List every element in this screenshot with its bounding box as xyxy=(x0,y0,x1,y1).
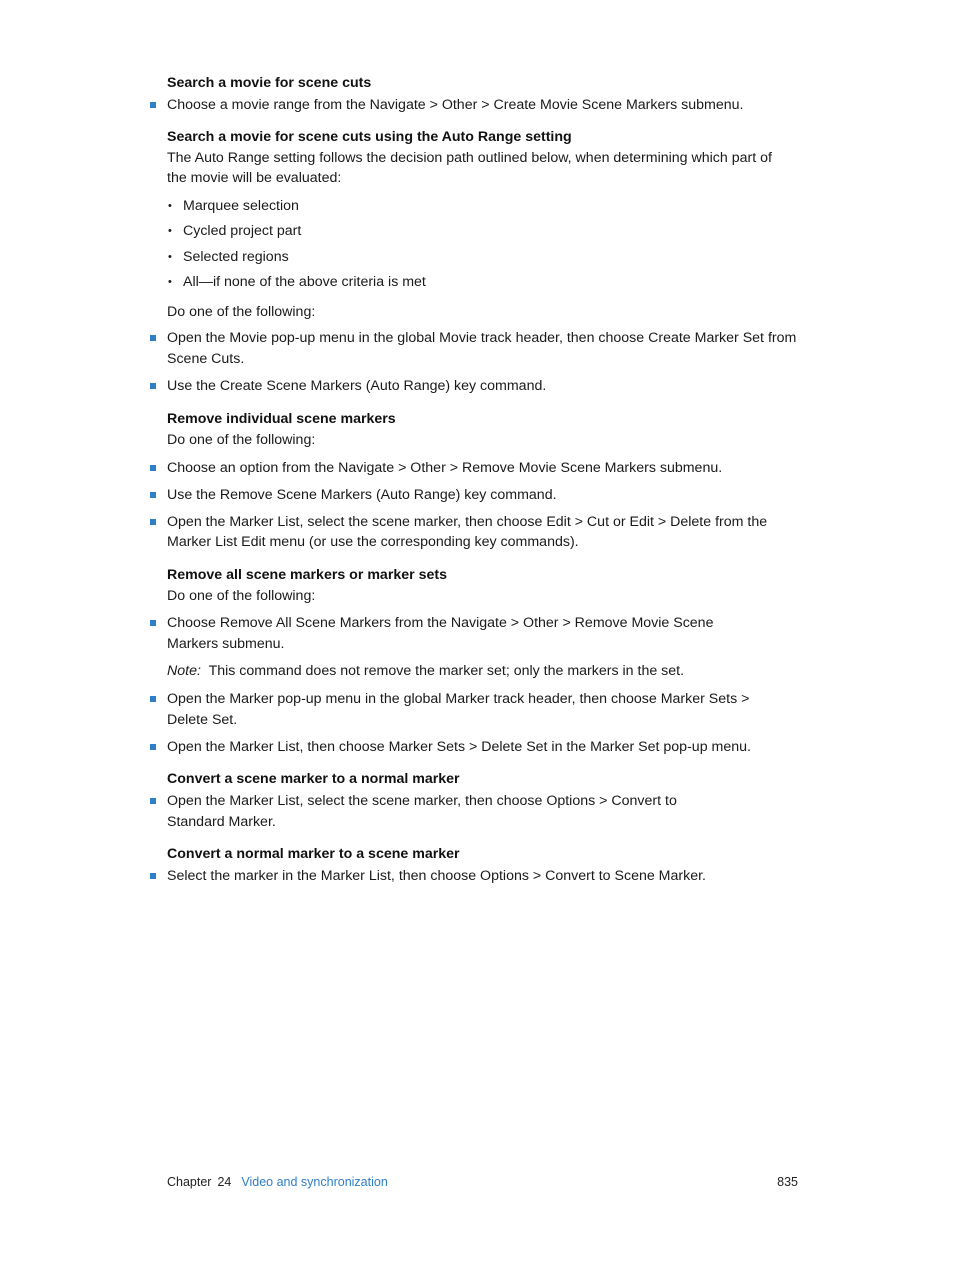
section-lead: Do one of the following: xyxy=(167,303,316,320)
section-heading: Remove all scene markers or marker sets xyxy=(167,566,447,583)
bullet-item: Open the Marker List, select the scene marker, then choose Edit > Cut or Edit > Delete from the Marker List Edit menu (or use the corresponding key commands). xyxy=(167,512,797,553)
section-lead: Do one of the following: xyxy=(167,587,316,604)
section-convert-to-normal xyxy=(167,769,797,832)
bullet-item: Open the Marker List, select the scene marker, then choose Options > Convert to Standard Marker. xyxy=(167,791,707,832)
section-remove-all xyxy=(167,565,797,758)
section-heading: Search a movie for scene cuts xyxy=(167,75,372,91)
bullet-list xyxy=(167,95,797,116)
bullet-item: Use the Remove Scene Markers (Auto Range) key command. xyxy=(167,485,797,506)
bullet-list xyxy=(167,458,797,553)
bullet-list xyxy=(167,689,797,757)
page-number: 835 xyxy=(777,1175,798,1189)
section-search-scene-cuts xyxy=(167,73,797,116)
section-heading: Remove individual scene markers xyxy=(167,411,396,427)
bullet-list xyxy=(167,791,797,832)
section-heading: Convert a scene marker to a normal marker xyxy=(167,771,460,787)
bullet-list xyxy=(167,613,797,654)
bullet-item: Use the Create Scene Markers (Auto Range) key command. xyxy=(167,376,797,397)
page-content xyxy=(167,73,797,893)
criteria-item: • All—if none of the above criteria is met xyxy=(183,270,797,296)
bullet-item: Choose Remove All Scene Markers from the Navigate > Other > Remove Movie Scene Markers submenu. xyxy=(167,613,727,654)
criteria-item: • Selected regions xyxy=(183,245,797,271)
section-auto-range xyxy=(167,127,797,397)
section-remove-individual xyxy=(167,409,797,553)
page-footer xyxy=(167,1172,798,1192)
bullet-list xyxy=(167,866,797,887)
bullet-item: Choose a movie range from the Navigate > Other > Create Movie Scene Markers submenu. xyxy=(167,95,797,116)
chapter-number: 24 xyxy=(217,1175,232,1189)
chapter-title-link[interactable]: Video and synchronization xyxy=(241,1175,388,1189)
chapter-label: Chapter xyxy=(167,1175,212,1189)
section-intro: The Auto Range setting follows the decision path outlined below, when determining which part of the movie will be evaluated: xyxy=(167,149,772,186)
criteria-item: • Cycled project part xyxy=(183,219,797,245)
bullet-item: Open the Movie pop-up menu in the global Movie track header, then choose Create Marker Set from Scene Cuts. xyxy=(167,328,797,369)
section-lead: Do one of the following: xyxy=(167,432,316,448)
section-heading: Convert a normal marker to a scene marker xyxy=(167,846,460,862)
note xyxy=(167,661,797,682)
note-text: This command does not remove the marker set; only the markers in the set. xyxy=(208,662,685,679)
bullet-item: Choose an option from the Navigate > Other > Remove Movie Scene Markers submenu. xyxy=(167,458,797,479)
bullet-item: Open the Marker List, then choose Marker Sets > Delete Set in the Marker Set pop-up menu. xyxy=(167,737,797,758)
note-label: Note: xyxy=(167,662,201,679)
criteria-list xyxy=(183,194,797,296)
bullet-list xyxy=(167,328,797,396)
bullet-item: Select the marker in the Marker List, then choose Options > Convert to Scene Marker. xyxy=(167,866,797,887)
section-convert-to-scene xyxy=(167,844,797,887)
section-heading: Search a movie for scene cuts using the Auto Range setting xyxy=(167,128,572,145)
bullet-item: Open the Marker pop-up menu in the global Marker track header, then choose Marker Sets > Delete Set. xyxy=(167,689,777,730)
criteria-item: • Marquee selection xyxy=(183,194,797,220)
